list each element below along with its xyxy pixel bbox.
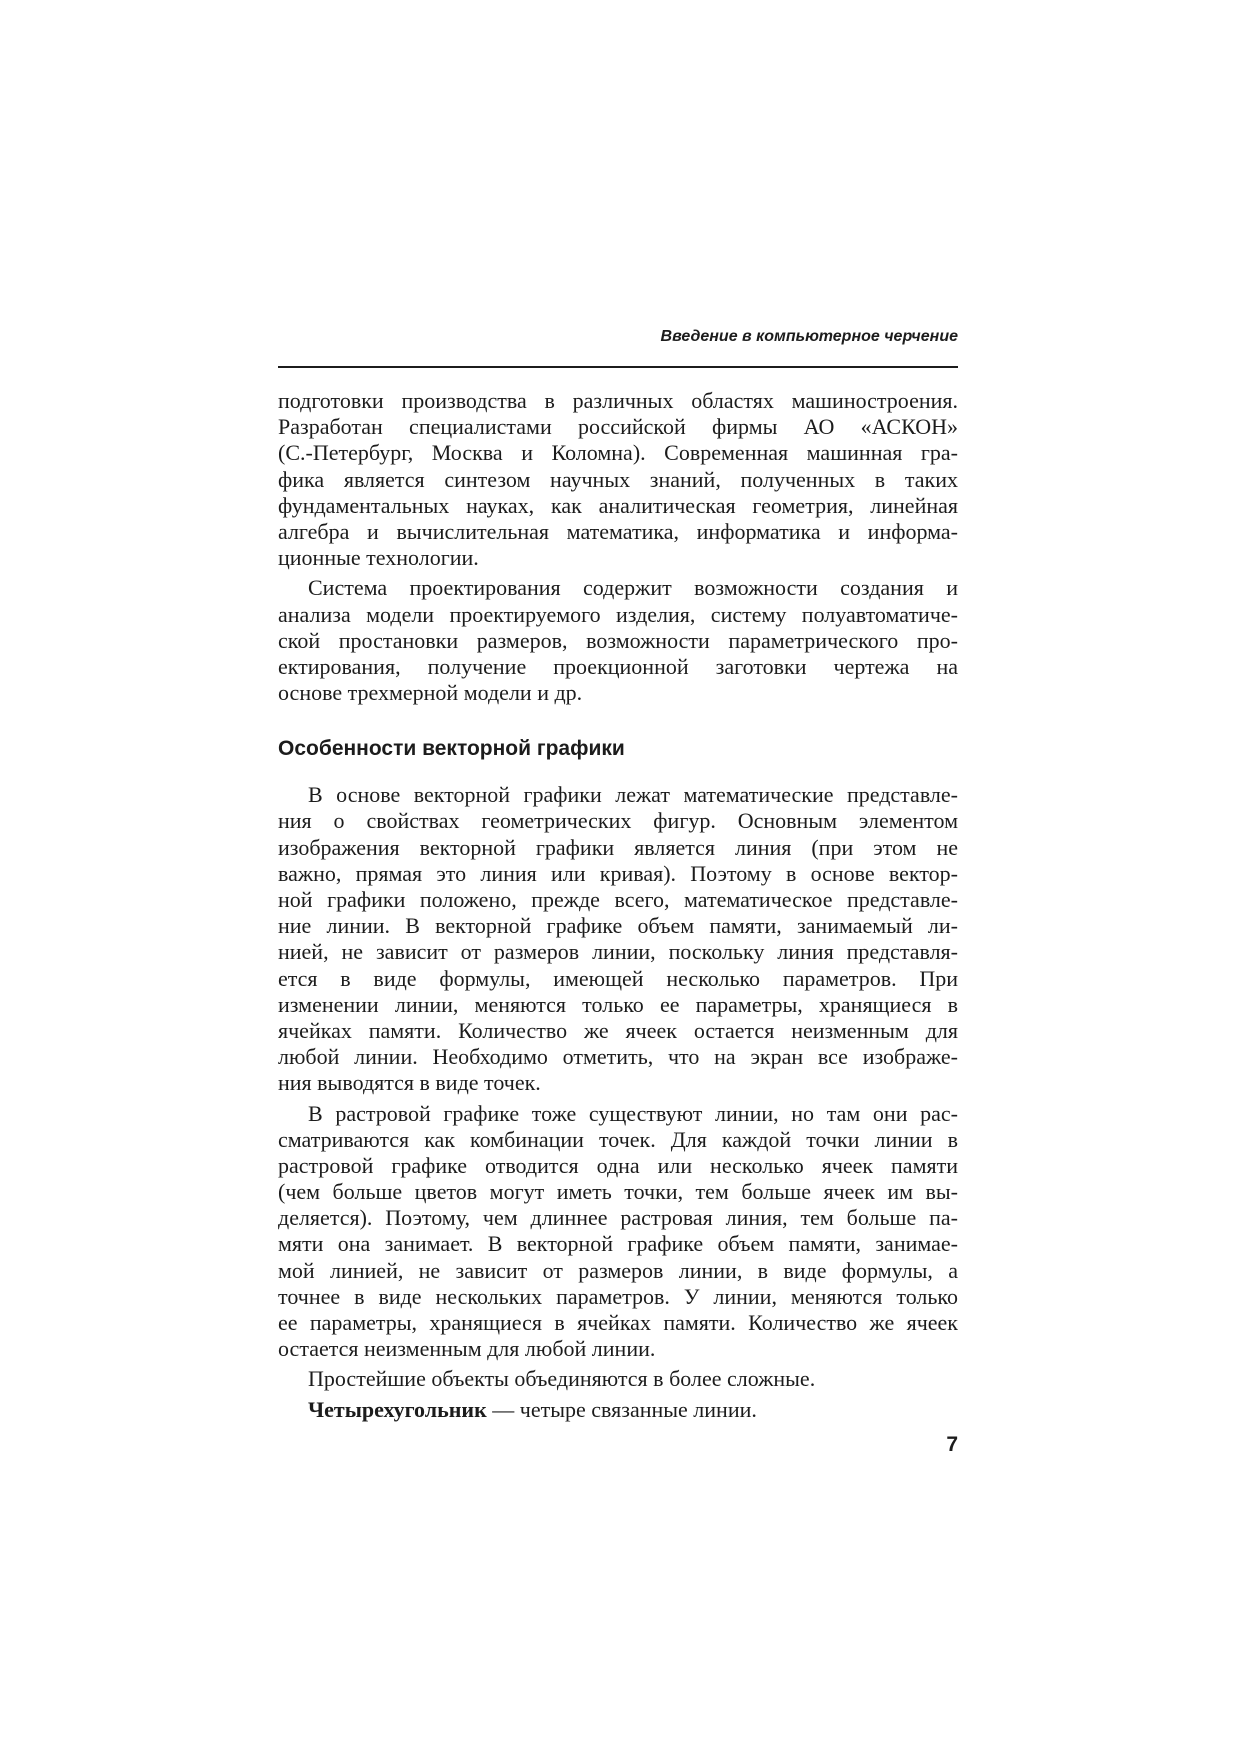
text-line: Разработан специалистами российской фирмы АО «АСКОН» [278, 414, 958, 440]
text-line: В растровой графике тоже существуют линии, но там они рас- [308, 1100, 958, 1126]
header-rule [278, 366, 958, 368]
text-line: мой линией, не зависит от размеров линии, в виде формулы, а [278, 1257, 958, 1283]
text-line: ектирования, получение проекционной заготовки чертежа на [278, 653, 958, 679]
text-line: анализа модели проектируемого изделия, систему полуавтоматиче- [278, 601, 958, 627]
text-line: ее параметры, хранящиеся в ячейках памяти. Количество же ячеек [278, 1310, 958, 1335]
text-line: мяти она занимает. В векторной графике объем памяти, занимае- [278, 1231, 958, 1257]
text-line: (С.-Петербург, Москва и Коломна). Современная машинная гра- [278, 440, 958, 466]
text-line: изменении линии, меняются только ее параметры, хранящиеся в [278, 991, 958, 1017]
definition-line [278, 1397, 958, 1423]
text-line: ния выводятся в виде точек. [278, 1070, 541, 1096]
text-line: Система проектирования содержит возможности создания и [308, 575, 958, 601]
definition-paragraph [278, 1397, 958, 1423]
paragraph [278, 388, 958, 571]
text-line: фундаментальных науках, как аналитическая геометрия, линейная [278, 492, 958, 518]
text-line: В основе векторной графики лежат математические представле- [308, 782, 958, 808]
text-line: ячейках памяти. Количество же ячеек остается неизменным для [278, 1017, 958, 1043]
text-line: алгебра и вычислительная математика, информатика и информа- [278, 518, 958, 544]
running-header: Введение в компьютерное черчение [660, 328, 958, 345]
paragraph [278, 782, 958, 1096]
paragraph [278, 1366, 958, 1392]
text-line: ционные технологии. [278, 545, 479, 571]
text-line: основе трехмерной модели и др. [278, 680, 583, 706]
text-line: деляется). Поэтому, чем длиннее растровая линия, тем больше па- [278, 1205, 958, 1231]
text-line: важно, прямая это линия или кривая). Поэтому в основе вектор- [278, 860, 958, 886]
paragraph [278, 575, 958, 706]
text-line: ния о свойствах геометрических фигур. Основным элементом [278, 808, 958, 834]
definition-text: — четыре связанные линии. [486, 1396, 757, 1422]
text-line: сматриваются как комбинации точек. Для каждой точки линии в [278, 1126, 958, 1152]
text-line: изображения векторной графики является линия (при этом не [278, 834, 958, 860]
page-body [278, 388, 958, 1427]
text-line: растровой графике отводится одна или несколько ячеек памяти [278, 1152, 958, 1178]
text-line: фика является синтезом научных знаний, полученных в таких [278, 466, 958, 492]
text-line: ской простановки размеров, возможности параметрического про- [278, 627, 958, 653]
text-line: подготовки производства в различных областях машиностроения. [278, 388, 958, 413]
text-line: точнее в виде нескольких параметров. У линии, меняются только [278, 1283, 958, 1309]
text-line: любой линии. Необходимо отметить, что на экран все изображе- [278, 1044, 958, 1070]
defined-term: Четырехугольник [308, 1396, 487, 1422]
page-number: 7 [946, 1433, 958, 1456]
text-line: ной графики положено, прежде всего, математическое представле- [278, 887, 958, 912]
text-line: Простейшие объекты объединяются в более сложные. [308, 1366, 816, 1392]
text-line: нией, не зависит от размеров линии, поскольку линия представля- [278, 939, 958, 965]
paragraph [278, 1101, 958, 1363]
text-line: остается неизменным для любой линии. [278, 1336, 656, 1362]
text-line: ется в виде формулы, имеющей несколько параметров. При [278, 965, 958, 991]
text-line: ние линии. В векторной графике объем памяти, занимаемый ли- [278, 913, 958, 939]
section-heading: Особенности векторной графики [278, 737, 625, 761]
text-line: (чем больше цветов могут иметь точки, тем больше ячеек им вы- [278, 1179, 958, 1205]
